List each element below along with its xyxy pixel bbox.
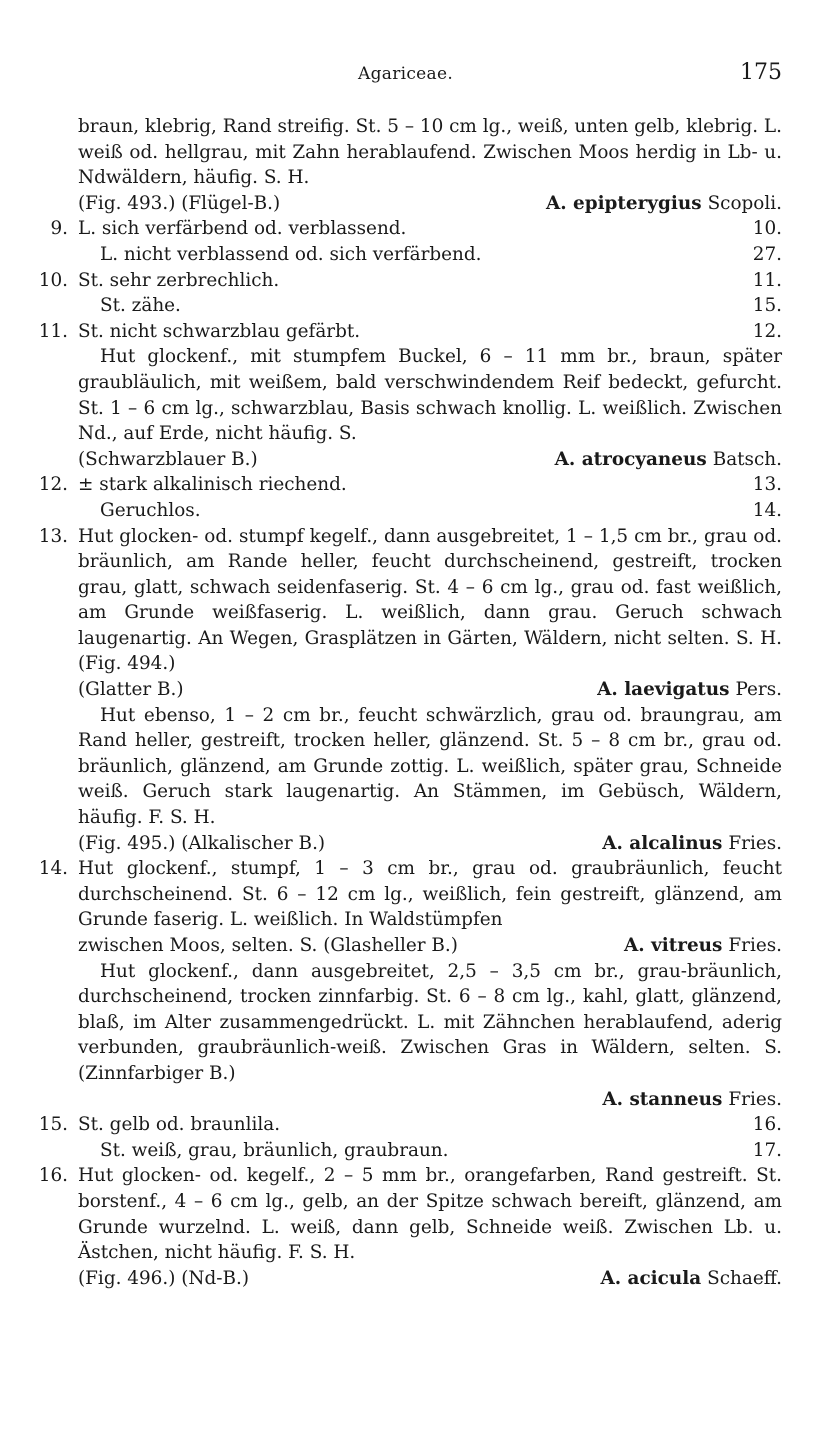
description: Hut ebenso, 1 – 2 cm br., feucht schwärzlich, grau od. braungrau, am Rand heller, gestreift, trocken heller, glänzend. St. 5 – 8 cm br., grau od. bräunlich, glänzend, am Grunde zottig. L. weißlich, später grau, Schneide weiß. Geruch stark laugenartig. An Stämmen, im Gebüsch, Wäldern, häufig. F. S. H. — [78, 704, 782, 829]
lead-reference: 10. — [752, 218, 782, 240]
attribution-line — [78, 191, 782, 217]
species-name: A. vitreus — [624, 935, 723, 956]
attribution-line — [78, 831, 782, 857]
lead-reference: 15. — [752, 295, 782, 317]
attribution-line — [78, 1087, 782, 1113]
key-entry-continued — [78, 114, 782, 216]
key-couplet-9 — [50, 216, 782, 242]
lead-text: St. gelb od. braunlila. — [78, 1114, 281, 1136]
couplet-number: 16. — [38, 1165, 68, 1187]
species-authority: Fries. — [728, 935, 782, 956]
lead-reference: 11. — [752, 269, 782, 291]
running-title: Agariceae. — [358, 64, 454, 84]
lead-text: St. nicht schwarzblau gefärbt. — [78, 320, 361, 342]
key-couplet-15-alt — [78, 1138, 782, 1164]
figure-common-name: (Glatter B.) — [78, 679, 184, 701]
key-couplet-15 — [38, 1112, 782, 1138]
species-authority: Pers. — [735, 679, 782, 701]
couplet-number: 10. — [38, 269, 68, 291]
figure-common-name: (Fig. 493.) (Flügel-B.) — [78, 192, 281, 214]
couplet-number: 15. — [38, 1114, 68, 1136]
couplet-number: 13. — [38, 525, 68, 547]
lead-text: Geruchlos. — [100, 499, 201, 521]
species-authority: Scopoli. — [707, 192, 782, 214]
species-authority: Batsch. — [712, 448, 782, 470]
couplet-number: 12. — [38, 474, 68, 496]
description: braun, klebrig, Rand streifig. St. 5 – 10 cm lg., weiß, unten gelb, klebrig. L. weiß od. hellgrau, mit Zahn herablaufend. Zwischen Moos herdig in Lb- u. Ndwäldern, häufig. S. H. — [78, 116, 782, 189]
key-couplet-12-alt — [78, 498, 782, 524]
description: Hut glocken- od. stumpf kegelf., dann ausgebreitet, 1 – 1,5 cm br., grau od. bräunlich, am Rande heller, feucht durchscheinend, gestreift, trocken grau, glatt, schwach seidenfaserig. St. 4 – 6 cm lg., grau od. fast weißlich, am Grunde weißfaserig. L. weißlich, dann grau. Geruch schwach laugenartig. An Wegen, Grasplätzen in Gärten, Wäldern, nicht selten. S. H. (Fig. 494.) — [78, 525, 782, 675]
lead-reference: 27. — [752, 243, 782, 265]
lead-reference: 16. — [752, 1114, 782, 1136]
species-name: A. alcalinus — [602, 832, 723, 854]
species-authority: Fries. — [728, 832, 782, 854]
key-couplet-14-alt — [78, 959, 782, 1113]
habitat-common-name: zwischen Moos, selten. S. (Glasheller B.) — [78, 935, 458, 956]
lead-reference: 17. — [752, 1139, 782, 1161]
key-couplet-10 — [38, 268, 782, 294]
key-couplet-11-alt — [78, 344, 782, 472]
species-name: A. acicula — [600, 1267, 702, 1289]
attribution-line — [78, 677, 782, 703]
key-couplet-13-alt — [78, 703, 782, 857]
description: Hut glockenf., dann ausgebreitet, 2,5 – 3,5 cm br., grau-bräunlich, durchscheinend, trocken zinnfarbig. St. 6 – 8 cm lg., kahl, glatt, glänzend, blaß, im Alter zusammengedrückt. L. mit Zähnchen herablaufend, aderig verbunden, graubräunlich-weiß. Zwischen Gras in Wäldern, selten. S. (Zinnfarbiger B.) — [78, 960, 782, 1084]
page-number: 175 — [740, 60, 782, 85]
figure-common-name: (Fig. 496.) (Nd-B.) — [78, 1267, 250, 1289]
lead-text: St. zähe. — [100, 295, 181, 317]
species-name: A. stanneus — [602, 1088, 723, 1110]
key-couplet-12 — [38, 472, 782, 498]
species-name: A. epipterygius — [545, 192, 702, 214]
key-text — [38, 114, 782, 1291]
key-couplet-10-alt — [78, 293, 782, 319]
attribution-line — [78, 933, 782, 959]
page-header — [0, 60, 830, 90]
lead-reference: 12. — [752, 320, 782, 342]
lead-reference: 14. — [752, 499, 782, 521]
lead-text: St. weiß, grau, bräunlich, graubraun. — [100, 1139, 449, 1161]
attribution-line — [78, 1266, 782, 1292]
couplet-number: 14. — [38, 858, 68, 880]
key-couplet-13 — [38, 524, 782, 703]
figure-common-name: (Fig. 495.) (Alkalischer B.) — [78, 832, 326, 854]
key-couplet-11 — [38, 319, 782, 345]
key-couplet-14 — [38, 856, 782, 958]
description: Hut glockenf., mit stumpfem Buckel, 6 – 11 mm br., braun, später graubläulich, mit weißem, bald verschwindendem Reif bedeckt, gefurcht. St. 1 – 6 cm lg., schwarzblau, Basis schwach knollig. L. weißlich. Zwischen Nd., auf Erde, nicht häufig. S. — [78, 346, 782, 445]
species-name: A. laevigatus — [597, 679, 730, 701]
couplet-number: 11. — [38, 320, 68, 342]
description: Hut glocken- od. kegelf., 2 – 5 mm br., orangefarben, Rand gestreift. St. borstenf., 4 – 6 cm lg., gelb, an der Spitze schwach bereift, glänzend, am Grunde wurzelnd. L. weiß, dann gelb, Schneide weiß. Zwischen Lb. u. Ästchen, nicht häufig. F. S. H. — [78, 1165, 782, 1264]
figure-common-name: (Schwarzblauer B.) — [78, 448, 258, 470]
lead-reference: 13. — [752, 474, 782, 496]
key-couplet-16 — [38, 1163, 782, 1291]
species-authority: Schaeff. — [707, 1267, 782, 1289]
lead-text: L. sich verfärbend od. verblassend. — [78, 218, 407, 240]
lead-text: L. nicht verblassend od. sich verfärbend. — [100, 243, 482, 265]
key-couplet-9-alt — [78, 242, 782, 268]
lead-text: St. sehr zerbrechlich. — [78, 269, 280, 291]
species-name: A. atrocyaneus — [554, 448, 707, 470]
lead-text: ± stark alkalinisch riechend. — [78, 474, 347, 496]
species-authority: Fries. — [728, 1088, 782, 1110]
attribution-line — [78, 447, 782, 473]
couplet-number: 9. — [50, 218, 68, 240]
description: Hut glockenf., stumpf, 1 – 3 cm br., grau od. graubräunlich, feucht durchscheinend. St. 6 – 12 cm lg., weißlich, fein gestreift, glänzend, am Grunde faserig. L. weißlich. In Waldstümpfen — [78, 858, 782, 931]
